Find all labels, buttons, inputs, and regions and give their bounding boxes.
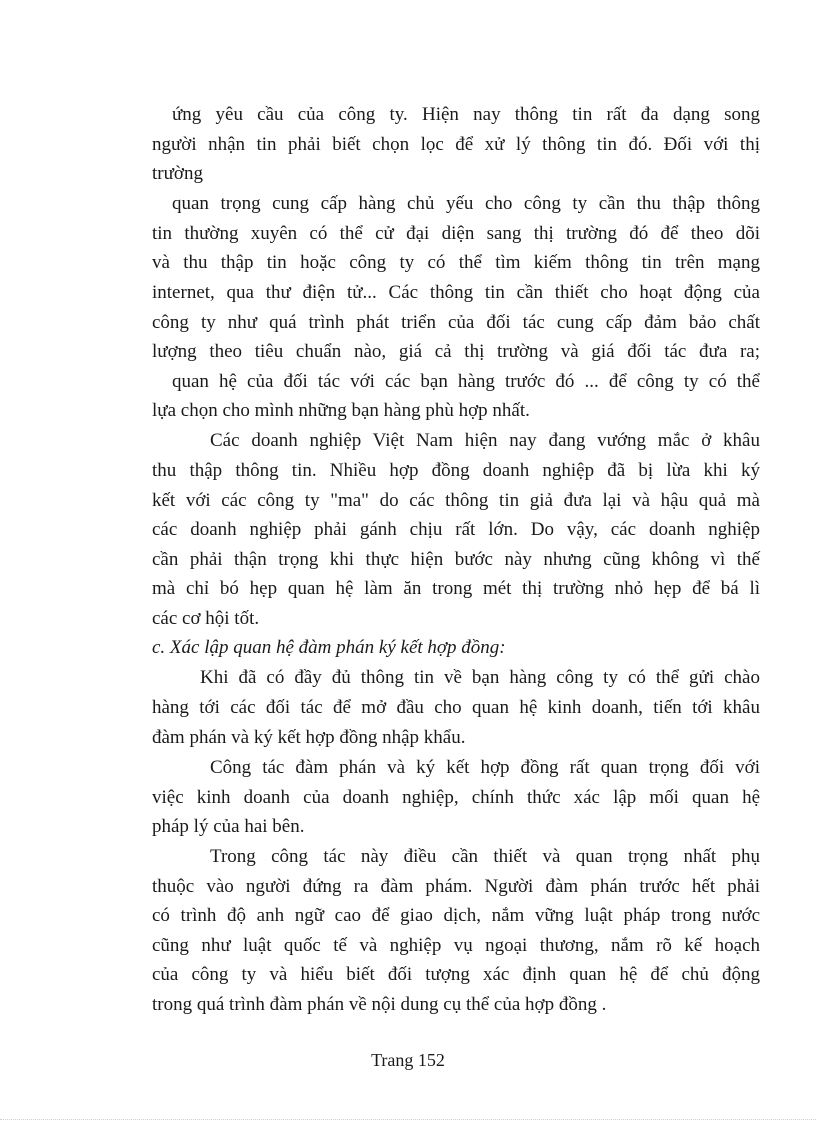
text-line: cần phải thận trọng khi thực hiện bước này nhưng cũng không vì thế — [152, 549, 760, 570]
text-line: ứng yêu cầu của công ty. Hiện nay thông tin rất đa dạng song — [172, 104, 760, 125]
text-line: internet, qua thư điện tử... Các thông tin cần thiết cho hoạt động của — [152, 282, 760, 303]
text-line: mà chỉ bó hẹp quan hệ làm ăn trong mét thị trường nhỏ hẹp để bá lì — [152, 578, 760, 599]
text-line: có trình độ anh ngữ cao để giao dịch, nắm vững luật pháp trong nước — [152, 905, 760, 926]
text-line: tin thường xuyên có thể cử đại diện sang thị trường đó để theo dõi — [152, 223, 760, 244]
text-line: việc kinh doanh của doanh nghiệp, chính thức xác lập mối quan hệ — [152, 787, 760, 808]
text-line: quan trọng cung cấp hàng chủ yếu cho công ty cần thu thập thông — [172, 193, 760, 214]
text-line: cũng như luật quốc tế và nghiệp vụ ngoại thương, nắm rõ kế hoạch — [152, 935, 760, 956]
text-line: của công ty và hiểu biết đối tượng xác định quan hệ để chủ động — [152, 964, 760, 985]
section-heading: c. Xác lập quan hệ đàm phán ký kết hợp đồng: — [152, 637, 506, 658]
page-bottom-divider — [0, 1119, 816, 1120]
text-line: các doanh nghiệp phải gánh chịu rất lớn. Do vậy, các doanh nghiệp — [152, 519, 760, 540]
text-line: lựa chọn cho mình những bạn hàng phù hợp nhất. — [152, 400, 530, 421]
text-line: trong quá trình đàm phán về nội dung cụ thể của hợp đồng . — [152, 994, 607, 1015]
text-line: các cơ hội tốt. — [152, 608, 260, 629]
text-line: quan hệ của đối tác với các bạn hàng trước đó ... để công ty có thể — [172, 371, 760, 392]
text-line: lượng theo tiêu chuẩn nào, giá cả thị trường và giá đối tác đưa ra; — [152, 341, 760, 362]
text-line: người nhận tin phải biết chọn lọc để xử lý thông tin đó. Đối với thị — [152, 134, 760, 155]
text-line: trường — [152, 163, 203, 184]
text-line: pháp lý của hai bên. — [152, 816, 305, 837]
text-line: công ty như quá trình phát triển của đối tác cung cấp đảm bảo chất — [152, 312, 760, 333]
text-line: thu thập thông tin. Nhiều hợp đồng doanh nghiệp đã bị lừa khi ký — [152, 460, 760, 481]
text-line: thuộc vào người đứng ra đàm phám. Người đàm phán trước hết phải — [152, 876, 760, 897]
text-line: đàm phán và ký kết hợp đồng nhập khẩu. — [152, 727, 466, 748]
text-line: kết với các công ty "ma" do các thông tin giả đưa lại và hậu quả mà — [152, 490, 760, 511]
text-line: và thu thập tin hoặc công ty có thể tìm kiếm thông tin trên mạng — [152, 252, 760, 273]
text-line: Các doanh nghiệp Việt Nam hiện nay đang vướng mắc ở khâu — [210, 430, 760, 451]
text-line: Khi đã có đầy đủ thông tin về bạn hàng công ty có thể gửi chào — [200, 667, 760, 688]
page-number: Trang 152 — [371, 1050, 445, 1070]
text-line: Công tác đàm phán và ký kết hợp đồng rất quan trọng đối với — [210, 757, 760, 778]
text-line: hàng tới các đối tác để mở đầu cho quan hệ kinh doanh, tiến tới khâu — [152, 697, 760, 718]
text-line: Trong công tác này điều cần thiết và quan trọng nhất phụ — [210, 846, 760, 867]
